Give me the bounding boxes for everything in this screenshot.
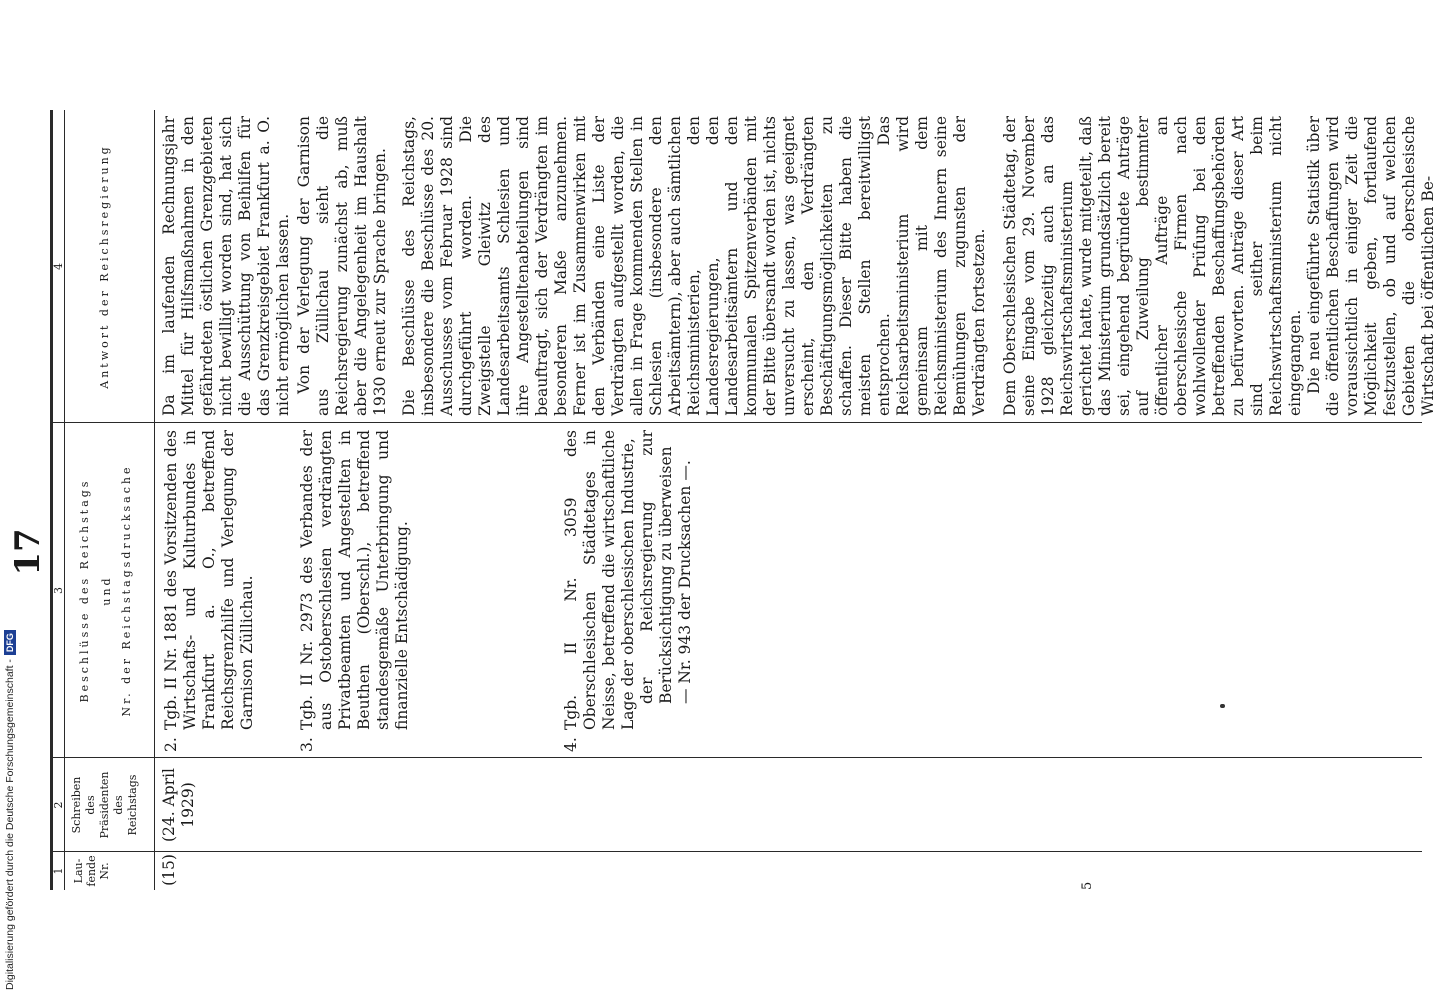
column-1-label: Lau- fende Nr. <box>72 855 111 887</box>
answer-3-paragraph-1: Dem Oberschlesischen Städtetag, der seine Eingabe vom 29. November 1928 gleichzeitig auch an das Reichswirtschaftsministerium gerichtet hatte, wurde mitgeteilt, daß das Ministerium grundsätzlich bereit sei, eingehend begründete Anträge auf Zuweilung bestimmter öffentlicher Aufträge an oberschlesische Firmen nach wohlwollender Prüfung bei den betreffenden Beschaffungsbehörden zu befürworten. Anträge dieser Art sind seither beim Reichswirtschaftsministerium nicht eingegangen. <box>1001 116 1304 416</box>
page-number: 17 <box>8 528 48 576</box>
row-number: (15) <box>160 854 178 886</box>
column-divider-3 <box>52 422 1422 423</box>
column-3-number: 3 <box>52 587 65 594</box>
entry-3-number: 3. <box>298 737 316 752</box>
answer-column <box>160 116 1438 416</box>
answer-1-paragraph-1: Da im laufenden Rechnungsjahr Mittel für Hilfsmaßnahmen in den gefährdeten östlichen Grenzgebieten nicht bewilligt worden sind, hat sich die Ausschüttung von Beihilfen für das Grenzkreisgebiet Frankfurt a. O. nicht ermöglichen lassen. <box>160 116 292 416</box>
column-1-number: 1 <box>52 867 65 875</box>
entry-4-tail-1: der Reichsregierung zur Berücksichtigung zu überweisen <box>638 430 675 704</box>
rotated-document-page <box>0 116 1437 1000</box>
credit-line <box>2 590 18 990</box>
column-2-label: Schreiben des Präsidenten des Reichstags <box>70 771 139 839</box>
answer-2: Die Beschlüsse des Reichstags, insbesondere die Beschlüsse des 20. Ausschusses vom Februar 1928 sind durchgeführt worden. Die Zweigstelle Gleiwitz des Landesarbeitsamts Schlesien und ihre Angestelltenabteilungen sind beauftragt, sich der Verdrängten im besonderen Maße anzunehmen. Ferner ist im Zusammenwirken mit den Verbänden eine Liste der Verdrängten aufgestellt worden, die allen in Frage kommenden Stellen in Schlesien (insbesondere den Arbeitsämtern), aber auch sämtlichen Reichsministerien, den Landesregierungen, den Landesarbeitsämtern und den kommunalen Spitzenverbänden mit der Bitte übersandt worden ist, nichts unversucht zu lassen, was geeignet erscheint, den Verdrängten Beschäftigungsmöglichkeiten zu schaffen. Dieser Bitte haben die meisten Stellen bereitwilligst entsprochen. Das Reichsarbeitsministerium wird gemeinsam mit dem Reichsministerium des Innern seine Bemühungen zugunsten der Verdrängten fortsetzen. <box>400 116 988 416</box>
column-divider-2 <box>52 757 1422 758</box>
credit-text: Digitalisierung gefördert durch die Deutsche Forschungsgemeinschaft - <box>4 659 16 990</box>
column-3-subtitle: Nr. der Reichstagsdrucksache <box>120 464 133 717</box>
entry-2 <box>162 430 257 752</box>
column-2-number: 2 <box>52 801 65 809</box>
ink-speck <box>1220 704 1225 708</box>
entry-3-text: Tgb. II Nr. 2973 des Verbandes der aus Ostoberschlesien verdrängten Privatbeamten und Angestellten in Beuthen (Oberschl.), betreffend standesgemäße Unterbringung und finanzielle Entschädigung. <box>298 430 411 730</box>
answer-1-paragraph-2: Von der Verlegung der Garnison aus Züllichau sieht die Reichsregierung zunächst ab, muß aber die Angelegenheit im Haushalt 1930 erneut zur Sprache bringen. <box>295 116 389 416</box>
column-4-number: 4 <box>52 263 65 270</box>
signature-mark: 5 <box>1080 881 1095 890</box>
entry-4 <box>562 430 695 752</box>
column-3-title: Beschlüsse des Reichstags <box>78 478 91 703</box>
column-4-title: Antwort der Reichsregierung <box>98 144 111 389</box>
entry-4-tail-2: — Nr. 943 der Drucksachen —. <box>676 460 694 704</box>
entry-2-number: 2. <box>162 737 180 752</box>
credit-strip <box>0 0 20 1000</box>
row-date: (24. April 1929) <box>160 767 197 843</box>
entry-4-text: Tgb. II Nr. 3059 des Oberschlesischen Städtetages in Neisse, betreffend die wirtschaftliche Lage der oberschlesischen Industrie, <box>562 430 637 730</box>
entry-3 <box>298 430 412 752</box>
column-divider-1 <box>52 851 1422 852</box>
entry-2-text: Tgb. II Nr. 1881 des Vorsitzenden des Wirtschafts- und Kulturbundes in Frankfurt a. O., betreffend Reichsgrenzhilfe und Verlegung der Garnison Züllichau. <box>162 430 256 730</box>
column-3-und: und <box>100 575 113 606</box>
answer-3-paragraph-2: Die neu eingeführte Statistik über die öffentlichen Beschaffungen wird voraussichtlich in einiger Zeit die Möglichkeit geben, fortlaufend festzustellen, ob und auf welchen Gebieten die oberschlesische Wirtschaft bei öffentlichen Be- <box>1305 116 1437 416</box>
header-bottom-rule <box>154 110 155 890</box>
dfg-logo: DFG <box>4 630 16 655</box>
entry-4-number: 4. <box>562 737 580 752</box>
